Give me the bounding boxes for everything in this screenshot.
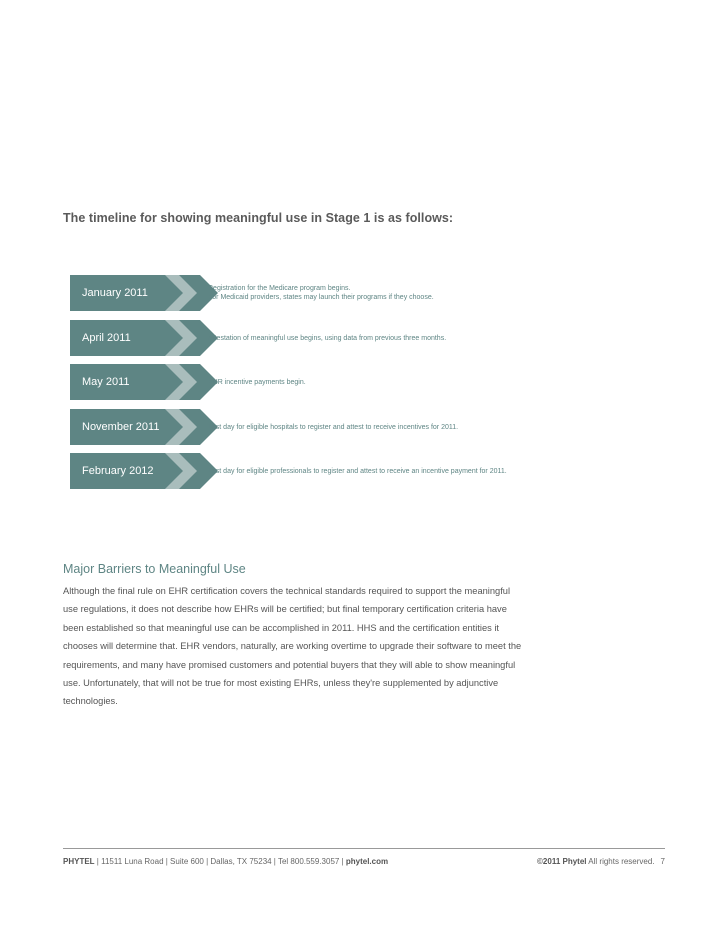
timeline-date: May 2011	[70, 364, 200, 400]
footer-copyright	[537, 857, 665, 866]
section-heading: Major Barriers to Meaningful Use	[63, 562, 246, 576]
timeline-description-line: For Medicaid providers, states may launch their programs if they choose.	[208, 294, 434, 301]
timeline-description	[208, 453, 507, 489]
timeline-row	[70, 453, 690, 489]
timeline-intro: The timeline for showing meaningful use in Stage 1 is as follows:	[63, 211, 454, 225]
page-number: 7	[660, 857, 665, 866]
timeline-date: January 2011	[70, 275, 200, 311]
timeline-description-line: Registration for the Medicare program begins.	[208, 285, 351, 292]
chevron-arrow-icon	[165, 364, 205, 400]
chevron-arrow-icon	[165, 453, 205, 489]
timeline-row	[70, 409, 690, 445]
chevron-arrow-icon	[165, 275, 205, 311]
timeline-description-line: Last day for eligible professionals to register and attest to receive an incentive payment for 2011.	[208, 467, 507, 475]
footer-divider	[63, 848, 665, 849]
timeline-description	[208, 320, 446, 356]
footer-company: PHYTEL	[63, 857, 95, 866]
chevron-arrow-icon	[165, 409, 205, 445]
timeline-description	[208, 409, 458, 445]
timeline-description-line: Attestation of meaningful use begins, using data from previous three months.	[208, 334, 447, 342]
footer-website-link[interactable]: phytel.com	[345, 857, 389, 866]
timeline-description	[208, 275, 434, 311]
timeline-date: February 2012	[70, 453, 200, 489]
footer-contact	[63, 857, 388, 866]
timeline-row	[70, 320, 690, 356]
timeline-date: April 2011	[70, 320, 200, 356]
timeline-date: November 2011	[70, 409, 200, 445]
timeline-row	[70, 364, 690, 400]
section-body: Although the final rule on EHR certification covers the technical standards required to support the meaningful use regulations, it does not describe how EHRs will be certified; but final temporary certification criteria have been established so that meaningful use can be accomplished in 2011. HHS and the certification entities it chooses will determine that. EHR vendors, naturally, are working overtime to upgrade their software to meet the requirements, and many have promised customers and potential buyers that they will able to show meaningful use. Unfortunately, that will not be true for most existing EHRs, unless they're supplemented by adjunctive technologies.	[63, 586, 522, 707]
footer-rights: All rights reserved.	[586, 857, 655, 866]
timeline-description-line: EHR incentive payments begin.	[208, 378, 306, 386]
timeline-description-line: Last day for eligible hospitals to register and attest to receive incentives for 2011.	[208, 423, 459, 431]
footer-address: | 11511 Luna Road | Suite 600 | Dallas, TX 75234 | Tel 800.559.3057 |	[94, 857, 346, 866]
footer-copyright-holder: ©2011 Phytel	[537, 857, 587, 866]
timeline-description	[208, 364, 306, 400]
chevron-arrow-icon	[165, 320, 205, 356]
timeline-row	[70, 275, 690, 311]
